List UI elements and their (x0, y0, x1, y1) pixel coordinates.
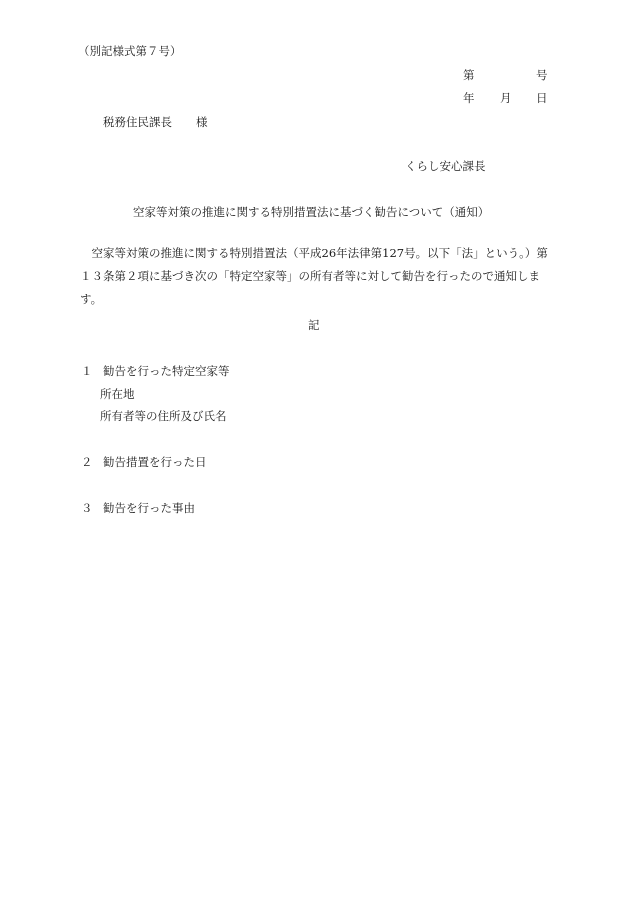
date-label-year: 年 (463, 91, 475, 105)
item-3-text: 勧告を行った事由 (103, 501, 195, 515)
body-paragraph (80, 242, 550, 311)
body-line-3: す。 (80, 292, 103, 306)
sender-title: くらし安心課長 (405, 159, 486, 173)
subject-title: 空家等対策の推進に関する特別措置法に基づく勧告について（通知） (133, 205, 490, 219)
item-1-number: １ (81, 364, 93, 378)
number-label-dai: 第 (463, 68, 475, 82)
item-2-number: ２ (81, 455, 93, 469)
item-1-sub-owner: 所有者等の住所及び氏名 (100, 409, 227, 423)
item-2-text: 勧告措置を行った日 (103, 455, 207, 469)
addressee-title: 税務住民課長 (103, 115, 172, 129)
date-label-month: 月 (500, 91, 512, 105)
body-line-2: １３条第２項に基づき次の「特定空家等」の所有者等に対して勧告を行ったので通知しま (80, 269, 540, 283)
item-1-text: 勧告を行った特定空家等 (103, 364, 230, 378)
item-3-number: ３ (81, 501, 93, 515)
form-label: （別記様式第７号） (78, 44, 182, 58)
ki-heading: 記 (308, 318, 320, 332)
item-1-sub-location: 所在地 (100, 387, 135, 401)
date-label-day: 日 (536, 91, 548, 105)
addressee-honorific: 様 (196, 115, 208, 129)
body-line-1: 空家等対策の推進に関する特別措置法（平成26年法律第127号。以下「法」という。）第 (80, 246, 548, 260)
number-label-go: 号 (536, 68, 548, 82)
